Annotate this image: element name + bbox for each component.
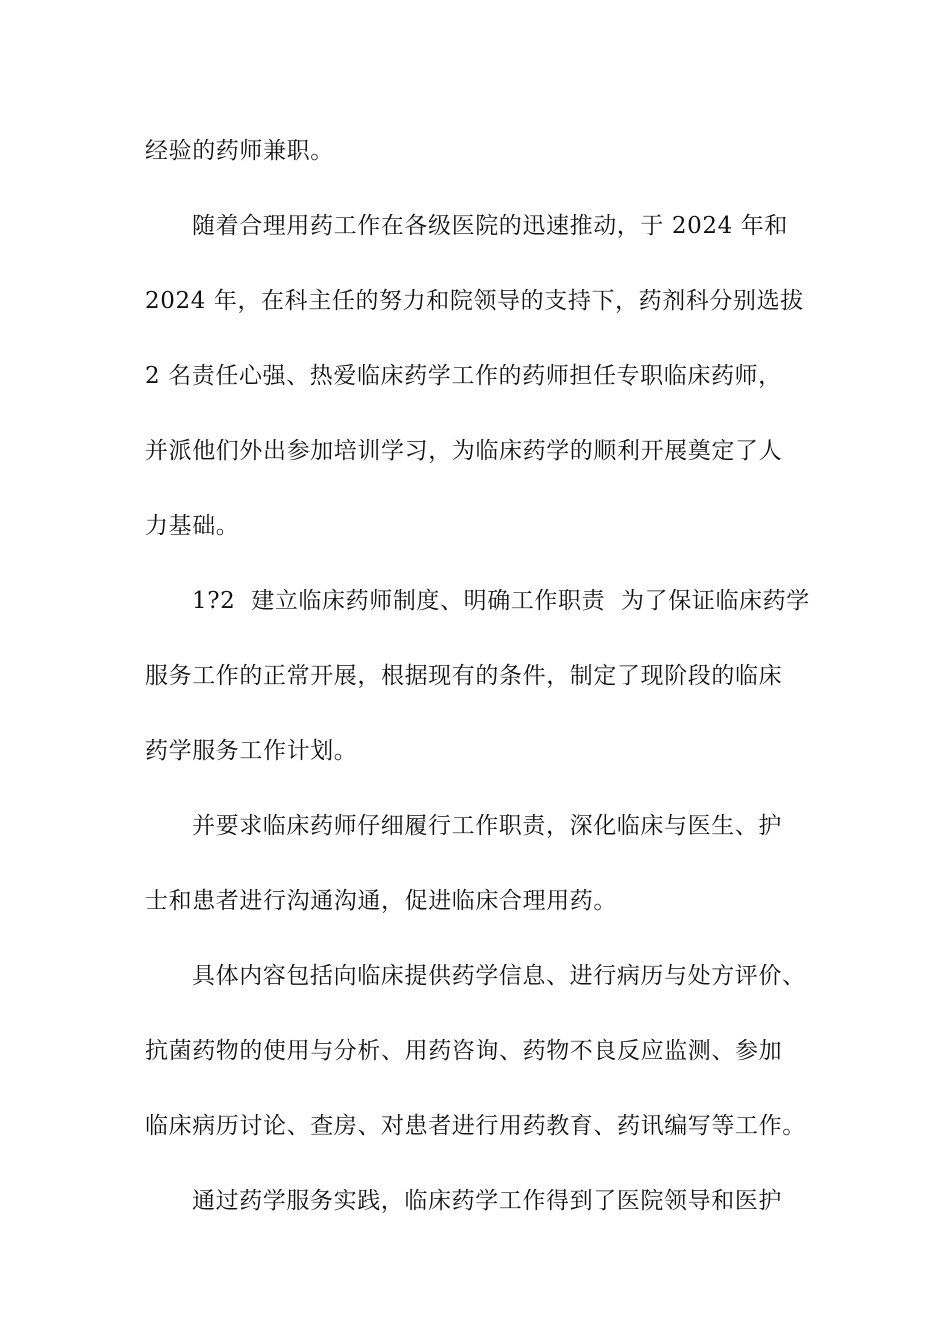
text-line: 士和患者进行沟通沟通，促进临床合理用药。 [145,888,617,914]
text-line: 通过药学服务实践，临床药学工作得到了医院领导和医护 [192,1188,782,1214]
text-line: 并要求临床药师仔细履行工作职责，深化临床与医生、护 [192,813,782,839]
text-line: 具体内容包括向临床提供药学信息、进行病历与处方评价、 [192,963,806,989]
text-line: 力基础。 [145,513,240,539]
text-line: 1?2 建立临床药师制度、明确工作职责 为了保证临床药学 [192,588,810,614]
text-line: 抗菌药物的使用与分析、用药咨询、药物不良反应监测、参加 [145,1038,783,1064]
text-line: 2024 年，在科主任的努力和院领导的支持下，药剂科分别选拔 [145,288,804,314]
text-line: 药学服务工作计划。 [145,738,358,764]
text-line: 服务工作的正常开展，根据现有的条件，制定了现阶段的临床 [145,663,783,689]
text-line: 并派他们外出参加培训学习，为临床药学的顺利开展奠定了人 [145,438,783,464]
text-line: 临床病历讨论、查房、对患者进行用药教育、药讯编写等工作。 [145,1113,806,1139]
text-line: 2 名责任心强、热爱临床药学工作的药师担任专职临床药师， [145,363,782,389]
text-line: 经验的药师兼职。 [145,138,334,164]
text-line: 随着合理用药工作在各级医院的迅速推动，于 2024 年和 [192,213,788,239]
